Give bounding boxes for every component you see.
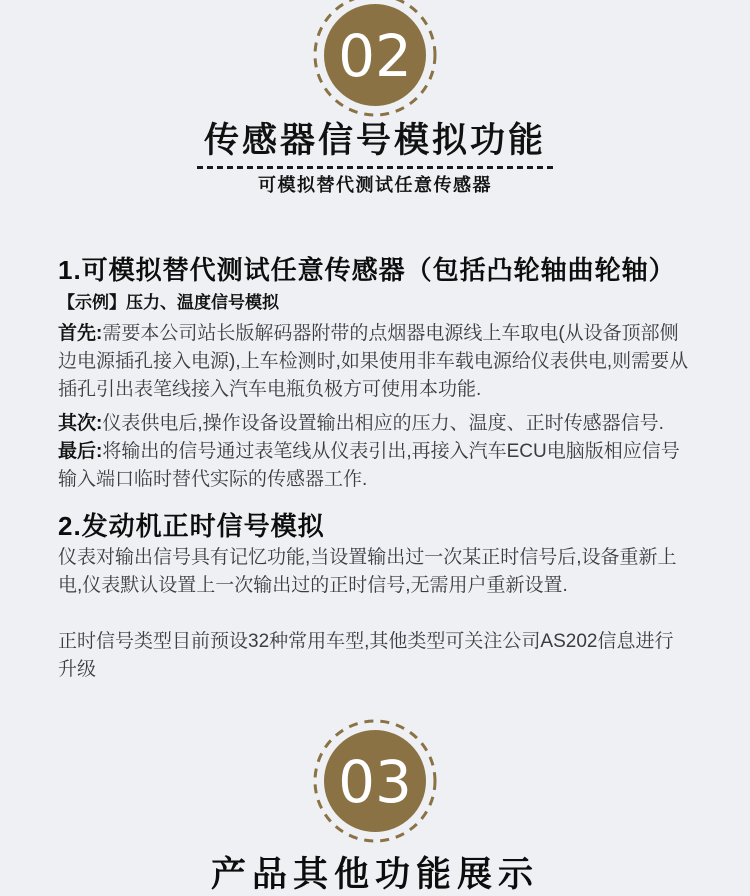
feature-2-heading: 2.发动机正时信号模拟 (58, 511, 325, 541)
number-badge-circle-icon (310, 0, 440, 120)
example-label: 【示例】压力、温度信号模拟 (58, 293, 279, 312)
paragraph-last-step (58, 438, 692, 494)
next-section-title: 产品其他功能展示 (210, 855, 539, 894)
paragraph-upgrade-note: 正时信号类型目前预设32种常用车型,其他类型可关注公司AS202信息进行升级 (58, 631, 674, 680)
section-02-badge (0, 0, 750, 120)
section-subtitle: 可模拟替代测试任意传感器 (258, 175, 492, 195)
paragraph-second-step (58, 410, 692, 438)
paragraph-text-second: 仪表供电后,操作设备设置输出相应的压力、温度、正时传感器信号. (102, 413, 664, 434)
description-body (58, 253, 692, 684)
badge-number-text: 02 (338, 22, 412, 90)
section-title: 传感器信号模拟功能 (203, 121, 546, 160)
paragraph-memory-function: 仪表对输出信号具有记忆功能,当设置输出过一次某正时信号后,设备重新上电,仪表默认设置上一次输出过的正时信号,无需用户重新设置. (58, 547, 677, 596)
paragraph-text-first: 需要本公司站长版解码器附带的点烟器电源线上车取电(从设备顶部侧边电源插孔接入电源),上车检测时,如果使用非车载电源给仪表供电,则需要从插孔引出表笔线接入汽车电瓶负极方可使用本功能. (58, 323, 689, 400)
section-03-badge (0, 716, 750, 846)
title-dashed-divider (197, 166, 553, 169)
paragraph-lead-last: 最后: (58, 441, 103, 462)
paragraph-text-last: 将输出的信号通过表笔线从仪表引出,再接入汽车ECU电脑版相应信号输入端口临时替代实际的传感器工作. (58, 441, 680, 490)
badge-number-text: 03 (338, 748, 412, 816)
paragraph-first-step (58, 320, 692, 404)
number-badge-circle-icon (310, 716, 440, 846)
feature-1-heading: 1.可模拟替代测试任意传感器（包括凸轮轴曲轮轴） (58, 255, 676, 285)
paragraph-lead-second: 其次: (58, 413, 103, 434)
paragraph-lead-first: 首先: (58, 323, 103, 344)
